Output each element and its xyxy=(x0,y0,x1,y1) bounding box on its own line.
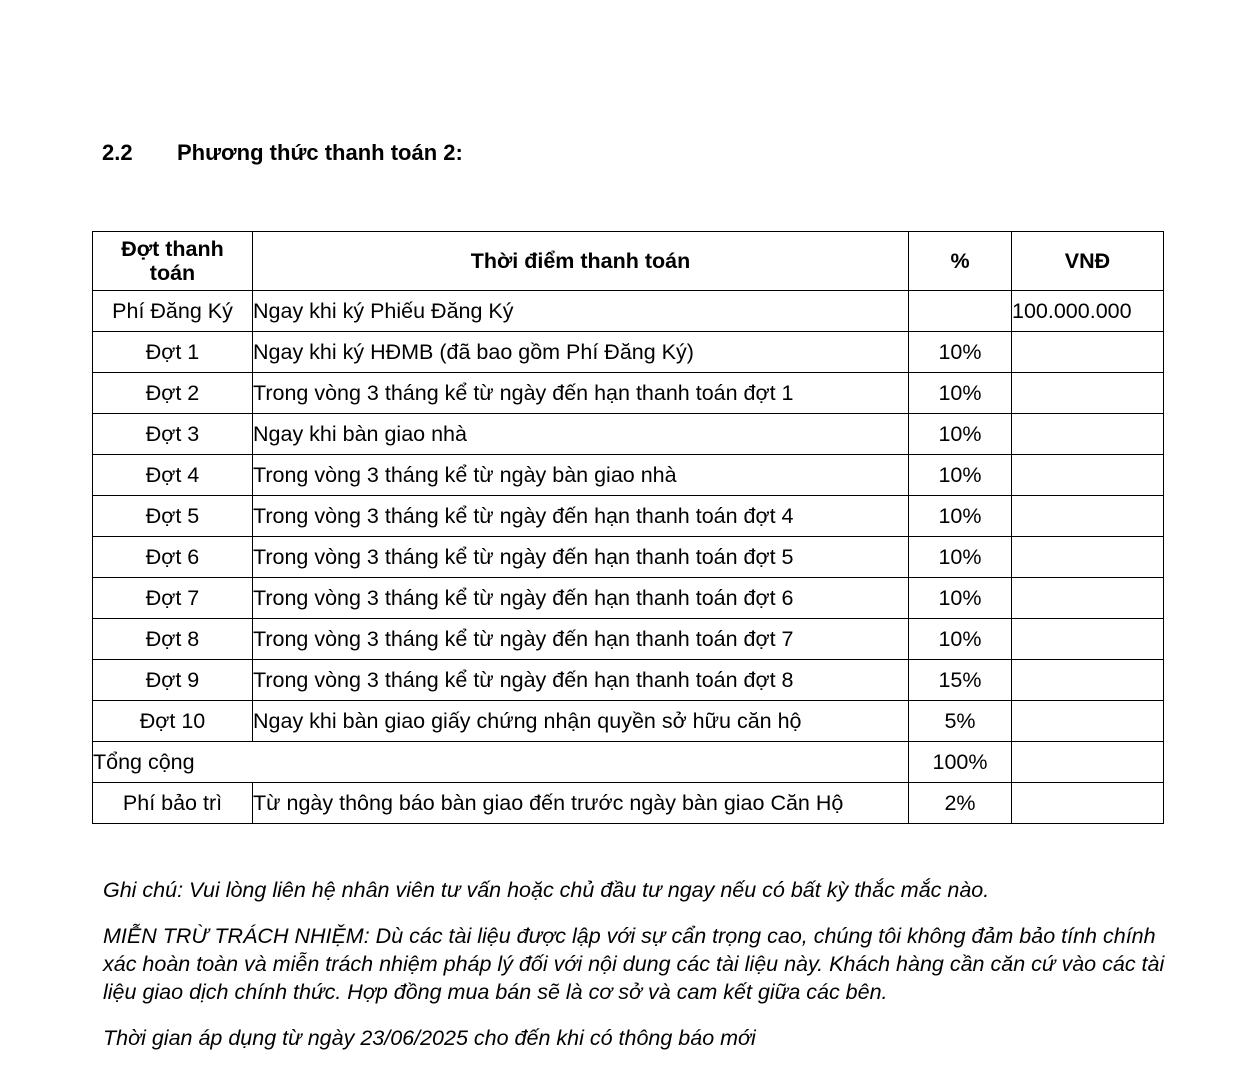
batch-cell: Đợt 2 xyxy=(93,373,253,414)
vnd-cell: 100.000.000 xyxy=(1012,291,1164,332)
maintenance-percent: 2% xyxy=(909,783,1012,824)
total-vnd xyxy=(1012,742,1164,783)
time-cell: Trong vòng 3 tháng kể từ ngày bàn giao nhà xyxy=(253,455,909,496)
percent-cell: 10% xyxy=(909,455,1012,496)
table-row xyxy=(93,414,1164,455)
time-cell: Trong vòng 3 tháng kể từ ngày đến hạn thanh toán đợt 5 xyxy=(253,537,909,578)
percent-cell: 10% xyxy=(909,578,1012,619)
time-cell: Trong vòng 3 tháng kể từ ngày đến hạn thanh toán đợt 1 xyxy=(253,373,909,414)
percent-cell: 15% xyxy=(909,660,1012,701)
percent-cell: 10% xyxy=(909,332,1012,373)
header-time: Thời điểm thanh toán xyxy=(253,232,909,291)
vnd-cell xyxy=(1012,660,1164,701)
table-row xyxy=(93,291,1164,332)
table-row xyxy=(93,373,1164,414)
time-cell: Ngay khi bàn giao nhà xyxy=(253,414,909,455)
effective-date-text: Thời gian áp dụng từ ngày 23/06/2025 cho đến khi có thông báo mới xyxy=(103,1026,756,1050)
table-header-row xyxy=(93,232,1164,291)
batch-cell: Đợt 4 xyxy=(93,455,253,496)
table-row xyxy=(93,660,1164,701)
table-row xyxy=(93,701,1164,742)
vnd-cell xyxy=(1012,537,1164,578)
maintenance-row xyxy=(93,783,1164,824)
maintenance-time: Từ ngày thông báo bàn giao đến trước ngày bàn giao Căn Hộ xyxy=(253,783,909,824)
vnd-cell xyxy=(1012,578,1164,619)
time-cell: Trong vòng 3 tháng kể từ ngày đến hạn thanh toán đợt 7 xyxy=(253,619,909,660)
vnd-cell xyxy=(1012,701,1164,742)
percent-cell: 10% xyxy=(909,496,1012,537)
percent-cell: 10% xyxy=(909,619,1012,660)
payment-schedule-table xyxy=(92,231,1164,824)
percent-cell: 10% xyxy=(909,414,1012,455)
batch-cell: Đợt 7 xyxy=(93,578,253,619)
section-number: 2.2 xyxy=(102,140,133,165)
vnd-cell xyxy=(1012,332,1164,373)
total-row xyxy=(93,742,1164,783)
header-vnd: VNĐ xyxy=(1012,232,1164,291)
vnd-cell xyxy=(1012,619,1164,660)
section-title: Phương thức thanh toán 2: xyxy=(177,140,463,165)
time-cell: Ngay khi ký HĐMB (đã bao gồm Phí Đăng Ký) xyxy=(253,332,909,373)
header-percent: % xyxy=(909,232,1012,291)
percent-cell: 10% xyxy=(909,373,1012,414)
batch-cell: Đợt 8 xyxy=(93,619,253,660)
table-row xyxy=(93,537,1164,578)
section-heading xyxy=(102,140,463,166)
total-label: Tổng cộng xyxy=(93,742,909,783)
table-row xyxy=(93,496,1164,537)
batch-cell: Đợt 5 xyxy=(93,496,253,537)
vnd-cell xyxy=(1012,414,1164,455)
time-cell: Ngay khi bàn giao giấy chứng nhận quyền sở hữu căn hộ xyxy=(253,701,909,742)
time-cell: Trong vòng 3 tháng kể từ ngày đến hạn thanh toán đợt 8 xyxy=(253,660,909,701)
percent-cell xyxy=(909,291,1012,332)
note-text: Ghi chú: Vui lòng liên hệ nhân viên tư vấn hoặc chủ đầu tư ngay nếu có bất kỳ thắc mắc nào. xyxy=(103,878,990,902)
percent-cell: 10% xyxy=(909,537,1012,578)
batch-cell: Đợt 1 xyxy=(93,332,253,373)
vnd-cell xyxy=(1012,496,1164,537)
batch-cell: Đợt 10 xyxy=(93,701,253,742)
batch-cell: Đợt 6 xyxy=(93,537,253,578)
percent-cell: 5% xyxy=(909,701,1012,742)
header-batch: Đợt thanh toán xyxy=(93,232,253,291)
time-cell: Ngay khi ký Phiếu Đăng Ký xyxy=(253,291,909,332)
total-percent: 100% xyxy=(909,742,1012,783)
maintenance-vnd xyxy=(1012,783,1164,824)
time-cell: Trong vòng 3 tháng kể từ ngày đến hạn thanh toán đợt 4 xyxy=(253,496,909,537)
table-row xyxy=(93,455,1164,496)
table-row xyxy=(93,619,1164,660)
vnd-cell xyxy=(1012,455,1164,496)
maintenance-batch: Phí bảo trì xyxy=(93,783,253,824)
time-cell: Trong vòng 3 tháng kể từ ngày đến hạn thanh toán đợt 6 xyxy=(253,578,909,619)
notes-section xyxy=(103,876,1173,1070)
batch-cell: Đợt 9 xyxy=(93,660,253,701)
table-row xyxy=(93,332,1164,373)
disclaimer-text: MIỄN TRỪ TRÁCH NHIỆM: Dù các tài liệu được lập với sự cẩn trọng cao, chúng tôi không đảm bảo tính chính xác hoàn toàn và miễn trách nhiệm pháp lý đối với nội dung các tài liệu này. Khách hàng cần căn cứ vào các tài liệu giao dịch chính thức. Hợp đồng mua bán sẽ là cơ sở và cam kết giữa các bên. xyxy=(103,924,1165,1004)
table-row xyxy=(93,578,1164,619)
vnd-cell xyxy=(1012,373,1164,414)
batch-cell: Đợt 3 xyxy=(93,414,253,455)
batch-cell: Phí Đăng Ký xyxy=(93,291,253,332)
